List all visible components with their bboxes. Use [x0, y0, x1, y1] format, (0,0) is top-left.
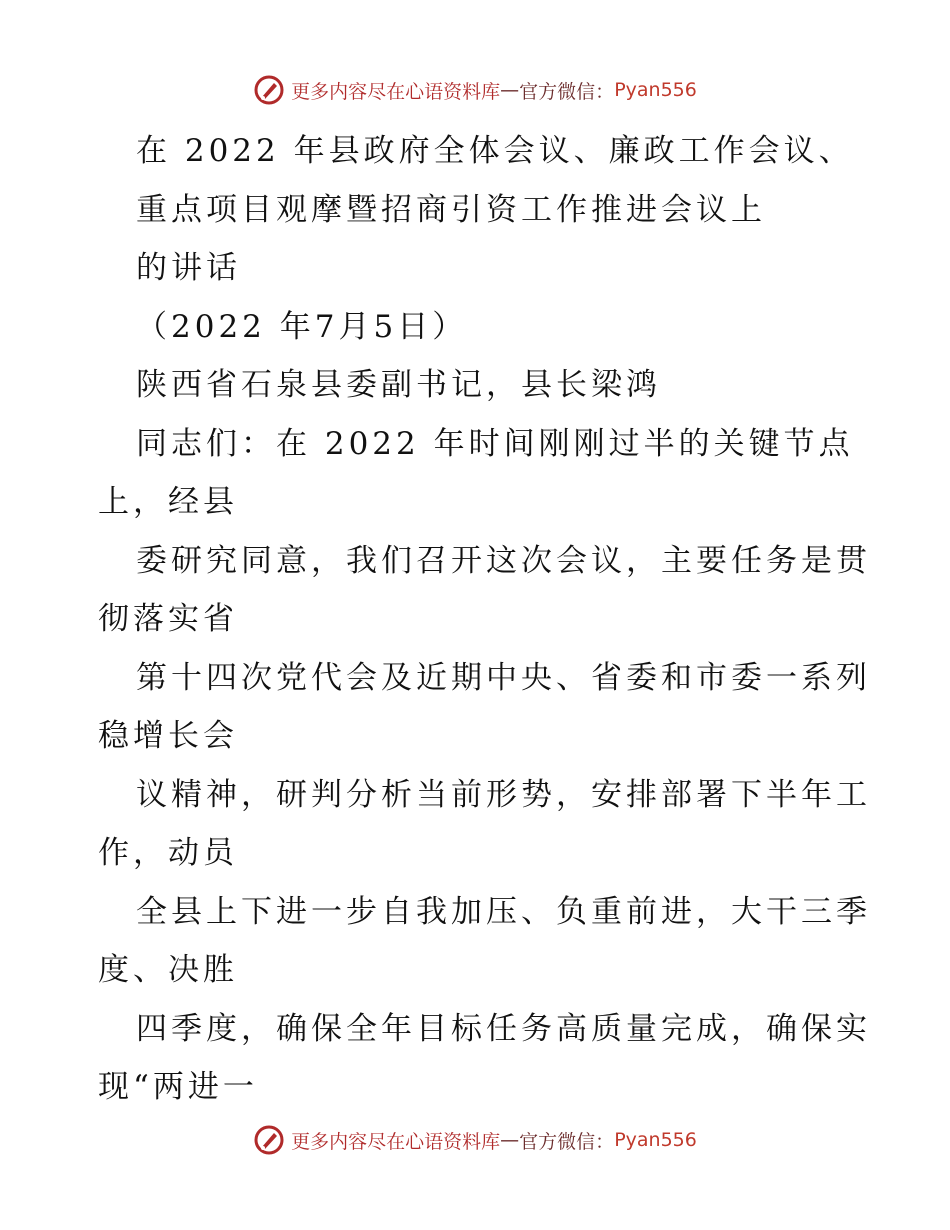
paragraph-line: 同志们：在 2022 年时间刚刚过半的关键节点 — [136, 425, 854, 462]
watermark-wechat-label: 官方微信： — [519, 1130, 615, 1153]
document-title-line-3: 的讲话 — [136, 250, 241, 286]
header-watermark — [0, 72, 950, 108]
paragraph-line: 议精神，研判分析当前形势，安排部署下半年工 — [136, 776, 871, 813]
watermark-wechat-label: 官方微信： — [519, 80, 615, 103]
document-date: （2022 年7月5日） — [136, 308, 468, 345]
watermark-text: 更多内容尽在心语资料库 — [291, 1130, 501, 1153]
pen-circle-logo-icon — [253, 1124, 285, 1156]
paragraph-line: 四季度，确保全年目标任务高质量完成，确保实 — [136, 1010, 871, 1047]
paragraph-line: 度、决胜 — [98, 952, 238, 988]
watermark-dash: — — [500, 1129, 520, 1151]
watermark-wechat-id: Pyan556 — [614, 1129, 697, 1151]
paragraph-line: 第十四次党代会及近期中央、省委和市委一系列 — [136, 659, 871, 696]
paragraph-line: 现“两进一 — [98, 1069, 258, 1105]
document-author: 陕西省石泉县委副书记，县长梁鸿 — [136, 367, 661, 403]
document-title-line-2: 重点项目观摩暨招商引资工作推进会议上 — [136, 191, 766, 228]
watermark-dash: — — [500, 79, 520, 101]
paragraph-line: 上，经县 — [98, 484, 238, 520]
paragraph-line: 委研究同意，我们召开这次会议，主要任务是贯 — [136, 542, 871, 579]
paragraph-line: 作，动员 — [98, 835, 238, 871]
pen-circle-logo-icon — [253, 74, 285, 106]
watermark-wechat-id: Pyan556 — [614, 79, 697, 101]
document-body — [98, 122, 871, 1117]
footer-watermark — [0, 1122, 950, 1158]
watermark-text: 更多内容尽在心语资料库 — [291, 80, 501, 103]
paragraph-line: 稳增长会 — [98, 718, 238, 754]
paragraph-line: 全县上下进一步自我加压、负重前进，大干三季 — [136, 893, 871, 930]
paragraph-line: 彻落实省 — [98, 601, 238, 637]
document-title-line-1: 在 2022 年县政府全体会议、廉政工作会议、 — [136, 133, 854, 169]
